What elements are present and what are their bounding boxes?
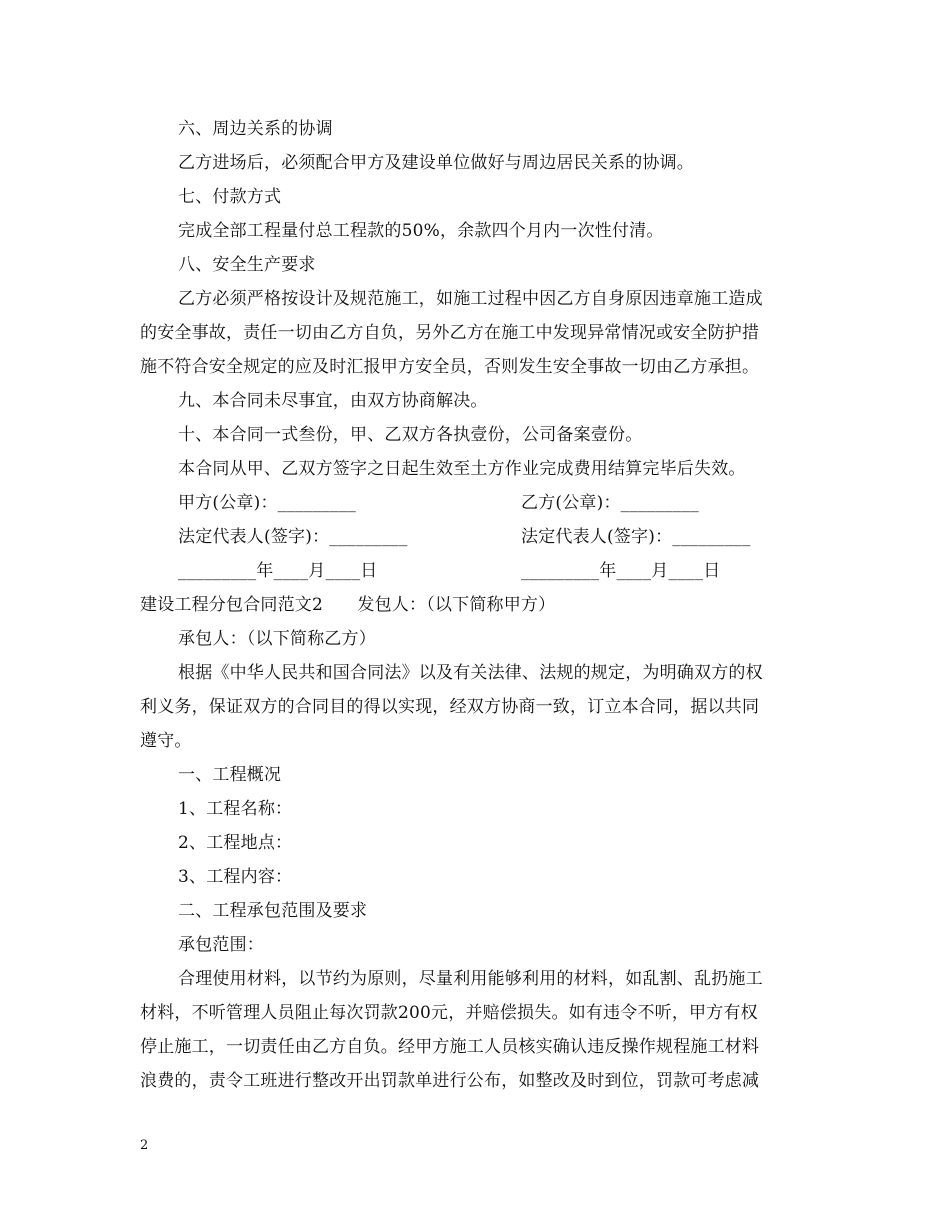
party-b-representative: 法定代表人(签字)：_________ [521,527,751,547]
paragraph-line: 乙方必须严格按设计及规范施工，如施工过程中因乙方自身原因违章施工造成 [178,289,763,309]
list-item: 3、工程内容： [178,867,293,887]
paragraph-line: 承包范围： [178,935,264,955]
paragraph-line: 本合同从甲、乙双方签字之日起生效至土方作业完成费用结算完毕后失效。 [178,459,746,479]
paragraph-line: 乙方进场后，必须配合甲方及建设单位做好与周边居民关系的协调。 [178,153,694,173]
party-b-seal: 乙方(公章)：_________ [521,493,699,513]
section-heading-1: 一、工程概况 [178,765,282,785]
section-heading-2: 二、工程承包范围及要求 [178,901,368,921]
section-heading-7: 七、付款方式 [178,187,282,207]
party-a-representative: 法定代表人(签字)：_________ [178,527,408,547]
document-title-line: 建设工程分包合同范文2 发包人：（以下简称甲方） [140,595,556,615]
party-a-date: _________年____月____日 [178,561,378,581]
paragraph-line: 浪费的，责令工班进行整改开出罚款单进行公布，如整改及时到位，罚款可考虑减 [140,1071,760,1091]
section-heading-9: 九、本合同未尽事宜，由双方协商解决。 [178,391,488,411]
section-heading-10: 十、本合同一式叁份，甲、乙双方各执壹份，公司备案壹份。 [178,425,643,445]
page-number: 2 [140,1138,149,1153]
list-item: 1、工程名称： [178,799,293,819]
paragraph-line: 完成全部工程量付总工程款的50%，余款四个月内一次性付清。 [178,221,664,241]
list-item: 2、工程地点： [178,833,293,853]
party-a-seal: 甲方(公章)：_________ [178,493,356,513]
section-heading-8: 八、安全生产要求 [178,255,316,275]
paragraph-line: 合理使用材料，以节约为原则，尽量利用能够利用的材料，如乱割、乱扔施工 [178,969,763,989]
paragraph-line: 材料，不听管理人员阻止每次罚款200元，并赔偿损失。如有违令不听，甲方有权 [140,1003,758,1023]
paragraph-line: 承包人：（以下简称乙方） [178,629,376,649]
paragraph-line: 停止施工，一切责任由乙方自负。经甲方施工人员核实确认违反操作规程施工材料 [140,1037,760,1057]
paragraph-line: 遵守。 [140,731,192,751]
paragraph-line: 的安全事故，责任一切由乙方自负，另外乙方在施工中发现异常情况或安全防护措 [140,323,760,343]
paragraph-line: 利义务，保证双方的合同目的得以实现，经双方协商一致，订立本合同，据以共同 [140,697,760,717]
paragraph-line: 根据《中华人民共和国合同法》以及有关法律、法规的规定，为明确双方的权 [178,663,763,683]
section-heading-6: 六、周边关系的协调 [178,119,333,139]
paragraph-line: 施不符合安全规定的应及时汇报甲方安全员，否则发生安全事故一切由乙方承担。 [140,357,760,377]
party-b-date: _________年____月____日 [521,561,721,581]
